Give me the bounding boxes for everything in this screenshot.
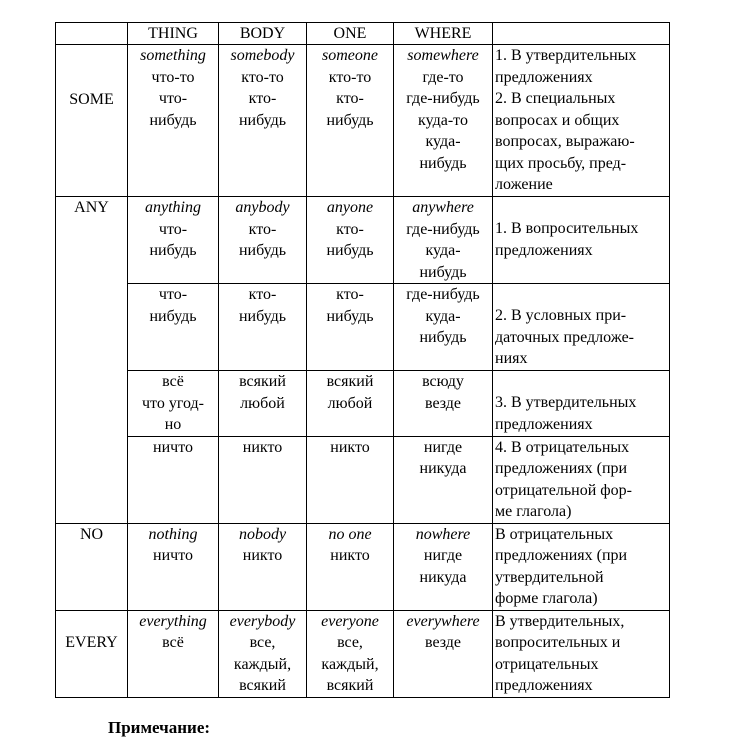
clipped-text-line <box>150 741 490 745</box>
cell-every-body: everybody все, каждый, всякий <box>219 610 307 697</box>
header-where: WHERE <box>394 23 493 45</box>
cell-any2-body: кто- нибудь <box>219 284 307 371</box>
cell-any4-body: никто <box>219 436 307 523</box>
usage-any-2: 2. В условных при- даточных предложе- ниях <box>493 284 670 371</box>
usage-any-3: 3. В утвердительных предложениях <box>493 371 670 437</box>
usage-any-1: 1. В вопросительных предложениях <box>493 197 670 284</box>
group-label-every: EVERY <box>56 610 128 697</box>
usage-any-4: 4. В отрицательных предложениях (при отрицательной фор- ме глагола) <box>493 436 670 523</box>
header-row <box>56 23 670 45</box>
cell-any2-one: кто- нибудь <box>307 284 394 371</box>
header-one: ONE <box>307 23 394 45</box>
usage-some: 1. В утвердительных предложениях 2. В специальных вопросах и общих вопросах, выражаю- щих просьбу, пред- ложение <box>493 45 670 197</box>
cell-some-body: somebody кто-то кто- нибудь <box>219 45 307 197</box>
cell-any1-thing: anything что- нибудь <box>128 197 219 284</box>
note-heading: Примечание: <box>108 718 211 737</box>
row-some <box>56 45 670 197</box>
row-no <box>56 523 670 610</box>
header-thing: THING <box>128 23 219 45</box>
cell-any2-thing: что- нибудь <box>128 284 219 371</box>
cell-some-thing: something что-то что- нибудь <box>128 45 219 197</box>
cell-no-thing: nothing ничто <box>128 523 219 610</box>
cell-any3-where: всюду везде <box>394 371 493 437</box>
row-any-4 <box>56 436 670 523</box>
cell-any2-where: где-нибудь куда- нибудь <box>394 284 493 371</box>
cell-every-where: everywhere везде <box>394 610 493 697</box>
row-every <box>56 610 670 697</box>
cell-every-one: everyone все, каждый, всякий <box>307 610 394 697</box>
cell-any3-thing: всё что угод- но <box>128 371 219 437</box>
cell-any3-one: всякий любой <box>307 371 394 437</box>
header-usage <box>493 23 670 45</box>
cell-any3-body: всякий любой <box>219 371 307 437</box>
header-body: BODY <box>219 23 307 45</box>
cell-no-where: nowhere нигде никуда <box>394 523 493 610</box>
group-label-any: ANY <box>56 197 128 524</box>
cell-any4-where: нигде никуда <box>394 436 493 523</box>
cell-no-body: nobody никто <box>219 523 307 610</box>
cell-some-where: somewhere где-то где-нибудь куда-то куда- нибудь <box>394 45 493 197</box>
usage-no: В отрицательных предложениях (при утвердительной форме глагола) <box>493 523 670 610</box>
group-label-no: NO <box>56 523 128 610</box>
cell-no-one: no one никто <box>307 523 394 610</box>
usage-every: В утвердительных, вопросительных и отрицательных предложениях <box>493 610 670 697</box>
cell-any1-where: anywhere где-нибудь куда- нибудь <box>394 197 493 284</box>
pronoun-table <box>55 22 670 698</box>
cell-any1-body: anybody кто- нибудь <box>219 197 307 284</box>
row-any-2 <box>56 284 670 371</box>
cell-every-thing: everything всё <box>128 610 219 697</box>
cell-any1-one: anyone кто- нибудь <box>307 197 394 284</box>
cell-any4-one: никто <box>307 436 394 523</box>
row-any-1 <box>56 197 670 284</box>
group-label-some: SOME <box>56 45 128 197</box>
header-corner <box>56 23 128 45</box>
row-any-3 <box>56 371 670 437</box>
cell-any4-thing: ничто <box>128 436 219 523</box>
cell-some-one: someone кто-то кто- нибудь <box>307 45 394 197</box>
